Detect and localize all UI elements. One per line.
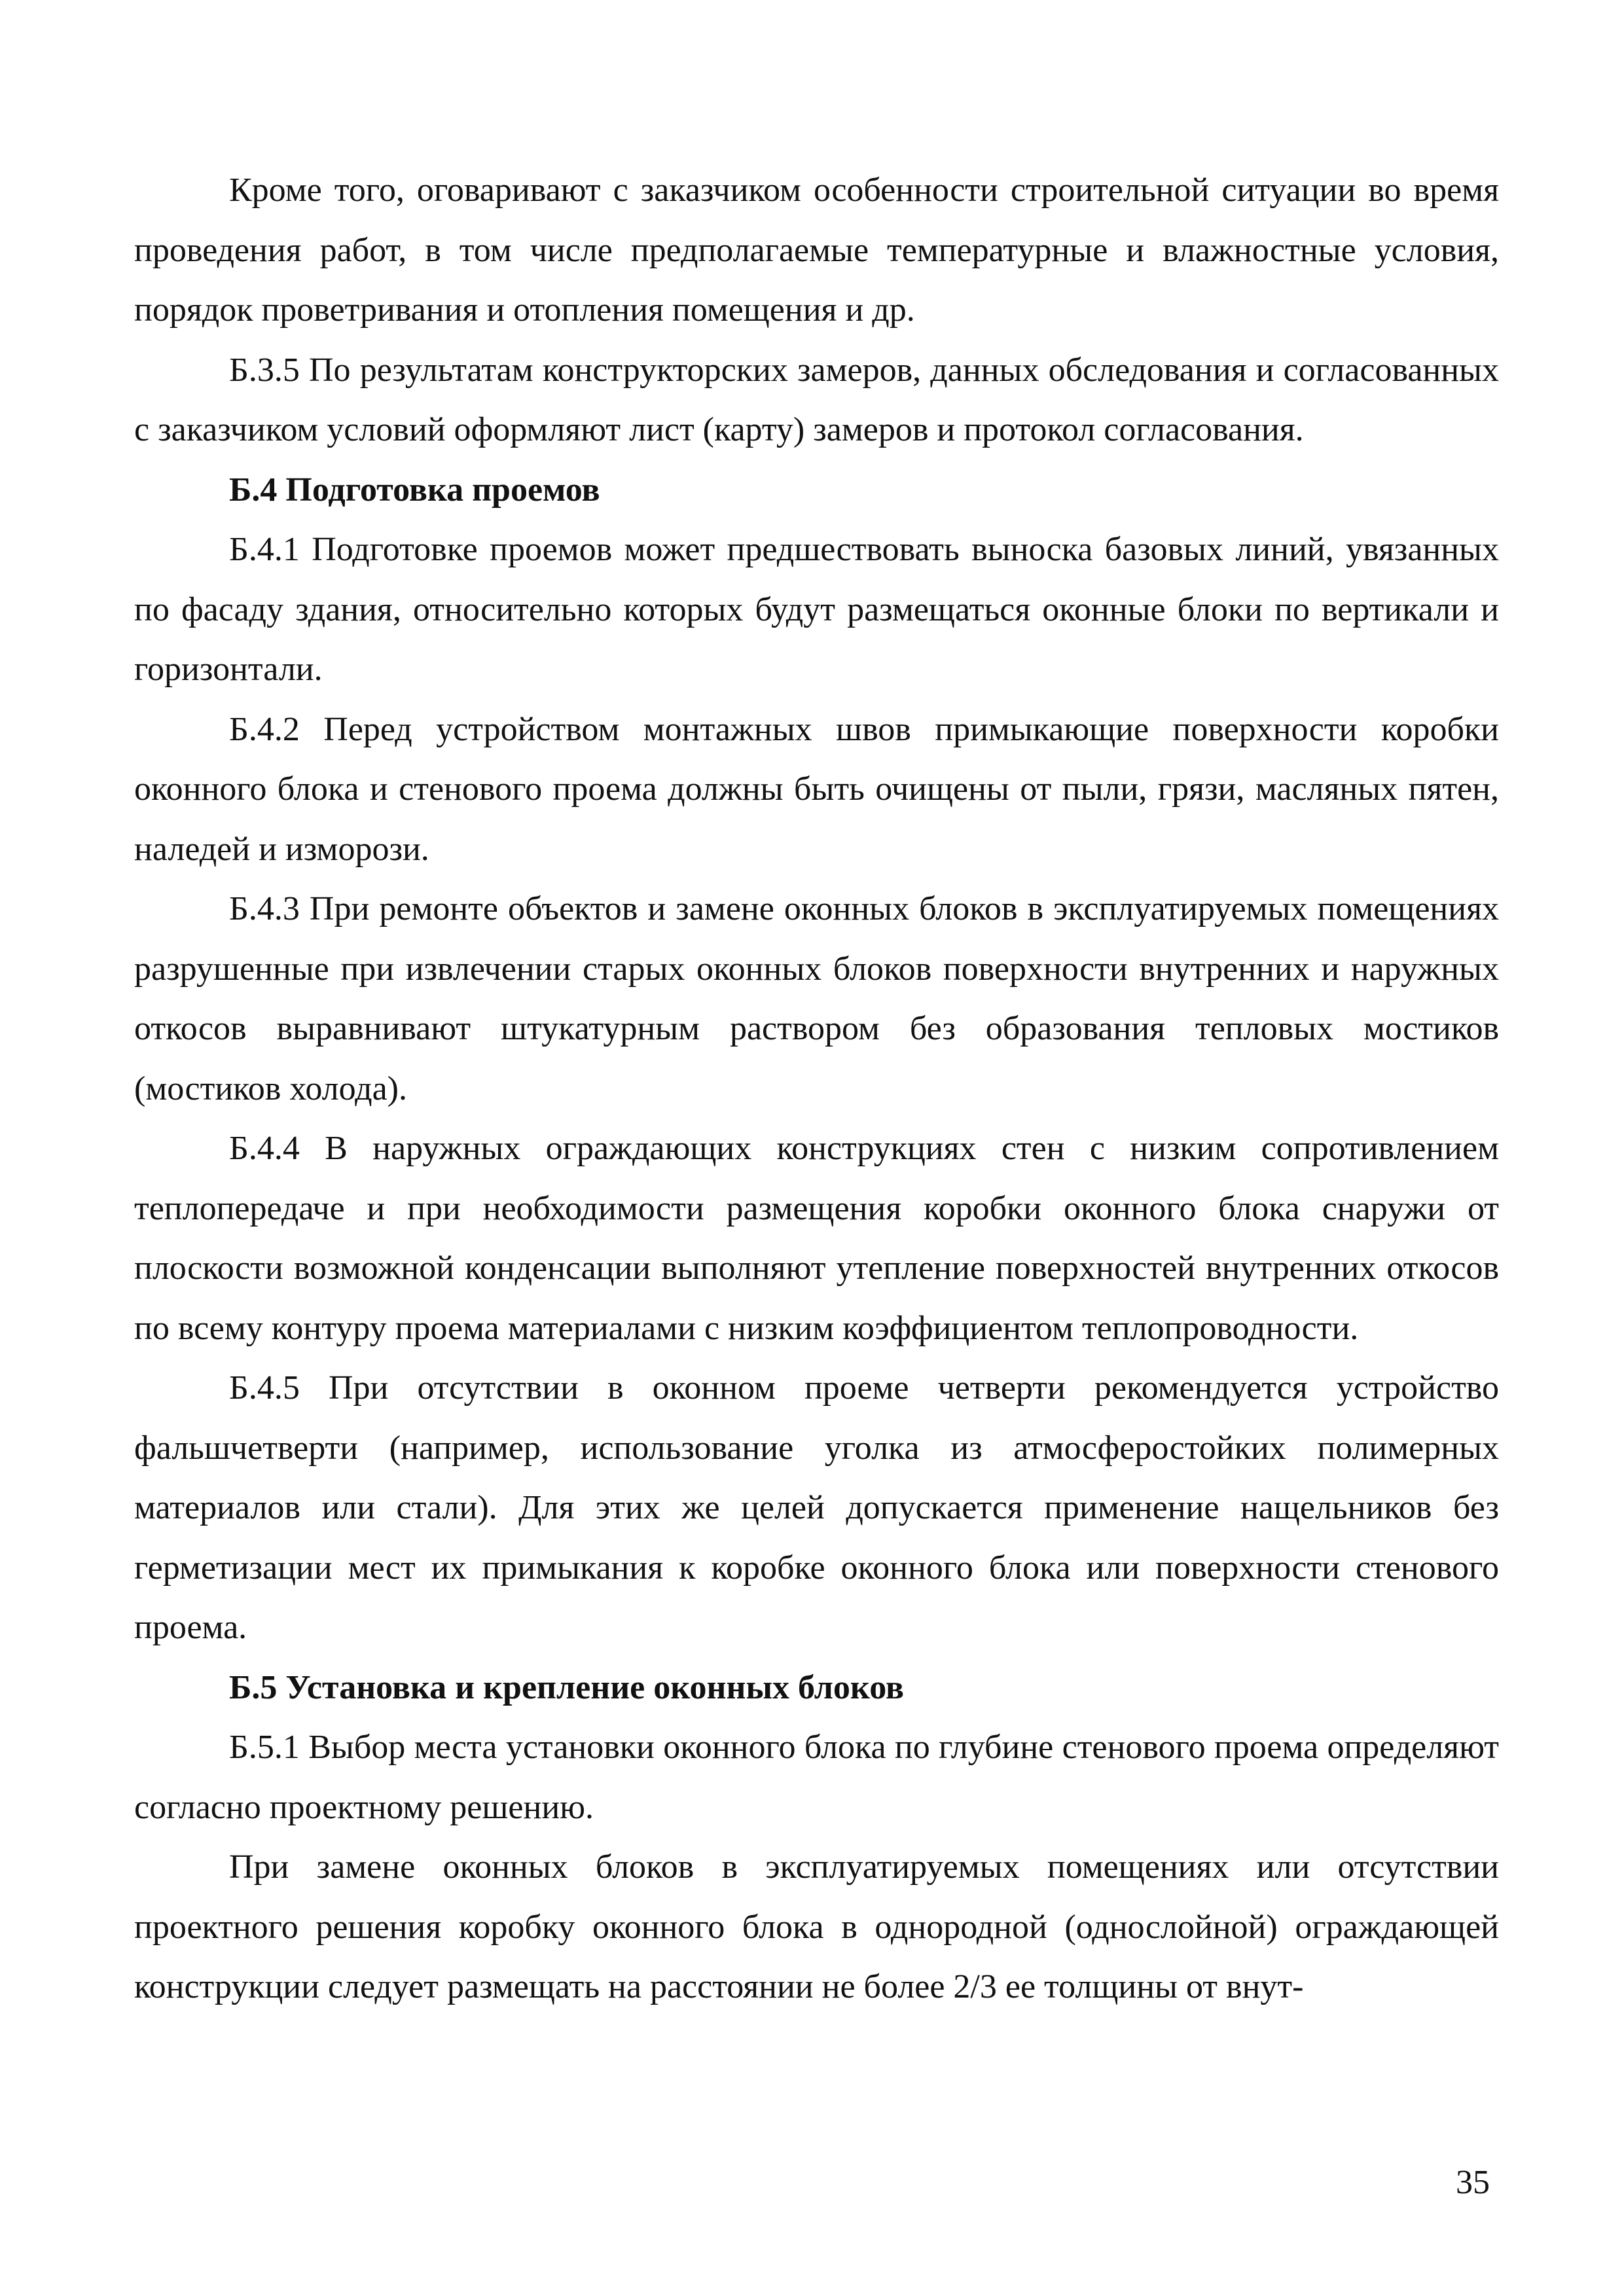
paragraph-b-4-2: Б.4.2 Перед устройством монтажных швов примыкающие поверхности коробки оконного блока и стенового проема должны быть очищены от пыли, грязи, масляных пятен, наледей и изморози.	[134, 710, 1499, 868]
paragraph-b-4-5: Б.4.5 При отсутствии в оконном проеме четверти рекомендуется устройство фальшчетверти (например, использование уголка из атмосферостойких полимерных материалов или стали). Для этих же целей допускается применение нащельников без герметизации мест их примыкания к коробке оконного блока или поверхности стенового проема.	[134, 1369, 1499, 1646]
paragraph-replacement-placement: При замене оконных блоков в эксплуатируемых помещениях или отсутствии проектного решения коробку оконного блока в однородной (однослойной) ограждающей конструкции следует размещать на расстоянии не более 2/3 ее толщины от внут-	[134, 1848, 1499, 2005]
heading-b-4: Б.4 Подготовка проемов	[229, 471, 600, 509]
paragraph-b-4-1: Б.4.1 Подготовке проемов может предшествовать выноска базовых линий, увязанных по фасаду здания, относительно которых будут размещаться оконные блоки по вертикали и горизонтали.	[134, 531, 1499, 688]
page-body	[134, 160, 1499, 2017]
page-number: 35	[1456, 2164, 1490, 2201]
paragraph-b-5-1: Б.5.1 Выбор места установки оконного блока по глубине стенового проема определяют согласно проектному решению.	[134, 1729, 1499, 1826]
heading-b-5: Б.5 Установка и крепление оконных блоков	[229, 1668, 904, 1706]
paragraph-site-conditions: Кроме того, оговаривают с заказчиком особенности строительной ситуации во время проведения работ, в том числе предполагаемые температурные и влажностные условия, порядок проветривания и отопления помещения и др.	[134, 171, 1499, 329]
paragraph-b-4-3: Б.4.3 При ремонте объектов и замене оконных блоков в эксплуатируемых помещениях разрушенные при извлечении старых оконных блоков поверхности внутренних и наружных откосов выравнивают штукатурным раствором без образования тепловых мостиков (мостиков холода).	[134, 890, 1499, 1107]
paragraph-b-4-4: Б.4.4 В наружных ограждающих конструкциях стен с низким сопротивлением теплопередаче и при необходимости размещения коробки оконного блока снаружи от плоскости возможной конденсации выполняют утепление поверхностей внутренних откосов по всему контуру проема материалами с низким коэффициентом теплопроводности.	[134, 1130, 1499, 1347]
paragraph-b-3-5: Б.3.5 По результатам конструкторских замеров, данных обследования и согласованных с заказчиком условий оформляют лист (карту) замеров и протокол согласования.	[134, 351, 1499, 448]
